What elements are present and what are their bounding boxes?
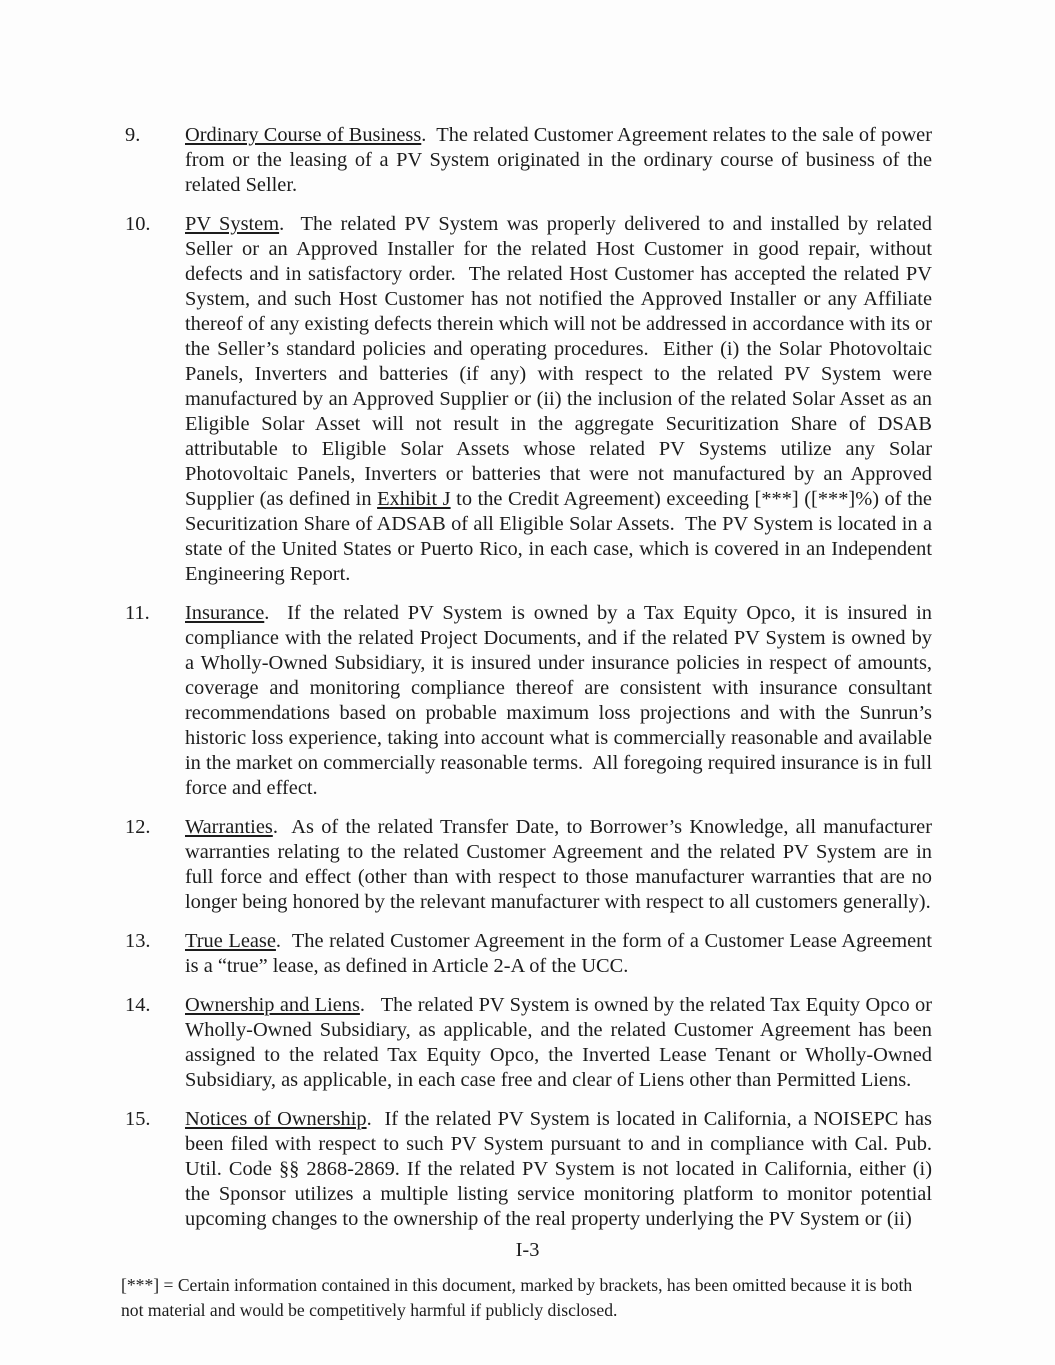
list-item xyxy=(125,212,932,587)
paragraph-text: . As of the related Transfer Date, to Borrower’s Knowledge, all manufacturer warranties relating to the related Customer Agreement and the related PV System are in full force and effect (other than with respect to those manufacturer warranties that are no longer being honored by the relevant manufacturer with respect to all customers generally). xyxy=(185,816,932,913)
item-text xyxy=(185,929,932,979)
item-number: 12. xyxy=(125,816,151,838)
underlined-term: True Lease xyxy=(185,930,276,952)
list-item xyxy=(125,123,932,198)
item-number: 13. xyxy=(125,930,151,952)
paragraph-text: . The related Customer Agreement in the form of a Customer Lease Agreement is a “true” lease, as defined in Article 2-A of the UCC. xyxy=(185,930,933,977)
item-text xyxy=(185,993,932,1093)
item-number: 10. xyxy=(125,213,151,235)
list-item xyxy=(125,815,932,915)
item-text xyxy=(185,815,932,915)
item-text xyxy=(185,212,932,587)
item-number: 11. xyxy=(125,602,150,624)
item-number: 15. xyxy=(125,1108,151,1130)
item-number: 14. xyxy=(125,994,151,1016)
paragraph-text: . The related PV System is owned by the related Tax Equity Opco or Wholly-Owned Subsidiary, as applicable, and the related Customer Agreement has been assigned to the related Tax Equity Opco, the Inverted Lease Tenant or Wholly-Owned Subsidiary, as applicable, in each case free and clear of Liens other than Permitted Liens. xyxy=(185,994,932,1091)
list-item xyxy=(125,601,932,801)
paragraph-text: . The related PV System was properly delivered to and installed by related Seller or an Approved Installer for the related Host Customer in good repair, without defects and in satisfactory order. The related Host Customer has accepted the related PV System, and such Host Customer has not notified the Approved Installer or any Affiliate thereof of any existing defects therein which will not be addressed in accordance with its or the Seller’s standard policies and operating procedures. Either (i) the Solar Photovoltaic Panels, Inverters and batteries (if any) with respect to the related PV System were manufactured by an Approved Supplier or (ii) the inclusion of the related Solar Asset as an Eligible Solar Asset will not result in the aggregate Securitization Share of DSAB attributable to Eligible Solar Assets whose related PV Systems utilize any Solar Photovoltaic Panels, Inverters or batteries that were not manufactured by an Approved Supplier (as defined in xyxy=(185,213,933,510)
underlined-term: Notices of Ownership xyxy=(185,1108,367,1130)
list-item xyxy=(125,993,932,1093)
underlined-term: PV System xyxy=(185,213,280,235)
paragraph-text: . If the related PV System is located in California, a NOISEPC has been filed with respect to such PV System pursuant to and in compliance with Cal. Pub. Util. Code §§ 2868-2869. If the related PV System is not located in California, either (i) the Sponsor utilizes a multiple listing service monitoring platform to monitor potential upcoming changes to the ownership of the real property underlying the PV System or (ii) xyxy=(185,1108,932,1230)
list-item xyxy=(125,929,932,979)
underlined-term: Exhibit J xyxy=(377,488,451,510)
paragraph-text: . The related Customer Agreement relates to the sale of power from or the leasing of a PV System originated in the ordinary course of business of the related Seller. xyxy=(185,124,933,196)
underlined-term: Warranties xyxy=(185,816,273,838)
footnote: [***] = Certain information contained in this document, marked by brackets, has been omitted because it is both not material and would be competitively harmful if publicly disclosed. xyxy=(121,1275,913,1320)
page-number: I-3 xyxy=(515,1239,540,1261)
underlined-term: Ownership and Liens xyxy=(185,994,360,1016)
list-item xyxy=(125,1107,932,1232)
numbered-list xyxy=(125,123,932,1246)
paragraph-text: to the Credit Agreement) exceeding [***] ([***]%) of the Securitization Share of ADSAB of all Eligible Solar Assets. The PV System is located in a state of the United States or Puerto Rico, in each case, which is covered in an Independent Engineering Report. xyxy=(185,488,932,585)
underlined-term: Insurance xyxy=(185,602,265,624)
item-number: 9. xyxy=(125,124,141,146)
item-text xyxy=(185,1107,932,1232)
item-text xyxy=(185,601,932,801)
item-text xyxy=(185,123,932,198)
underlined-term: Ordinary Course of Business xyxy=(185,124,422,146)
paragraph-text: . If the related PV System is owned by a Tax Equity Opco, it is insured in compliance with the related Project Documents, and if the related PV System is owned by a Wholly-Owned Subsidiary, it is insured under insurance policies in respect of amounts, coverage and monitoring compliance thereof are consistent with insurance consultant recommendations based on probable maximum loss projections and with the Sunrun’s historic loss experience, taking into account what is commercially reasonable and available in the market on commercially reasonable terms. All foregoing required insurance is in full force and effect. xyxy=(185,602,932,799)
